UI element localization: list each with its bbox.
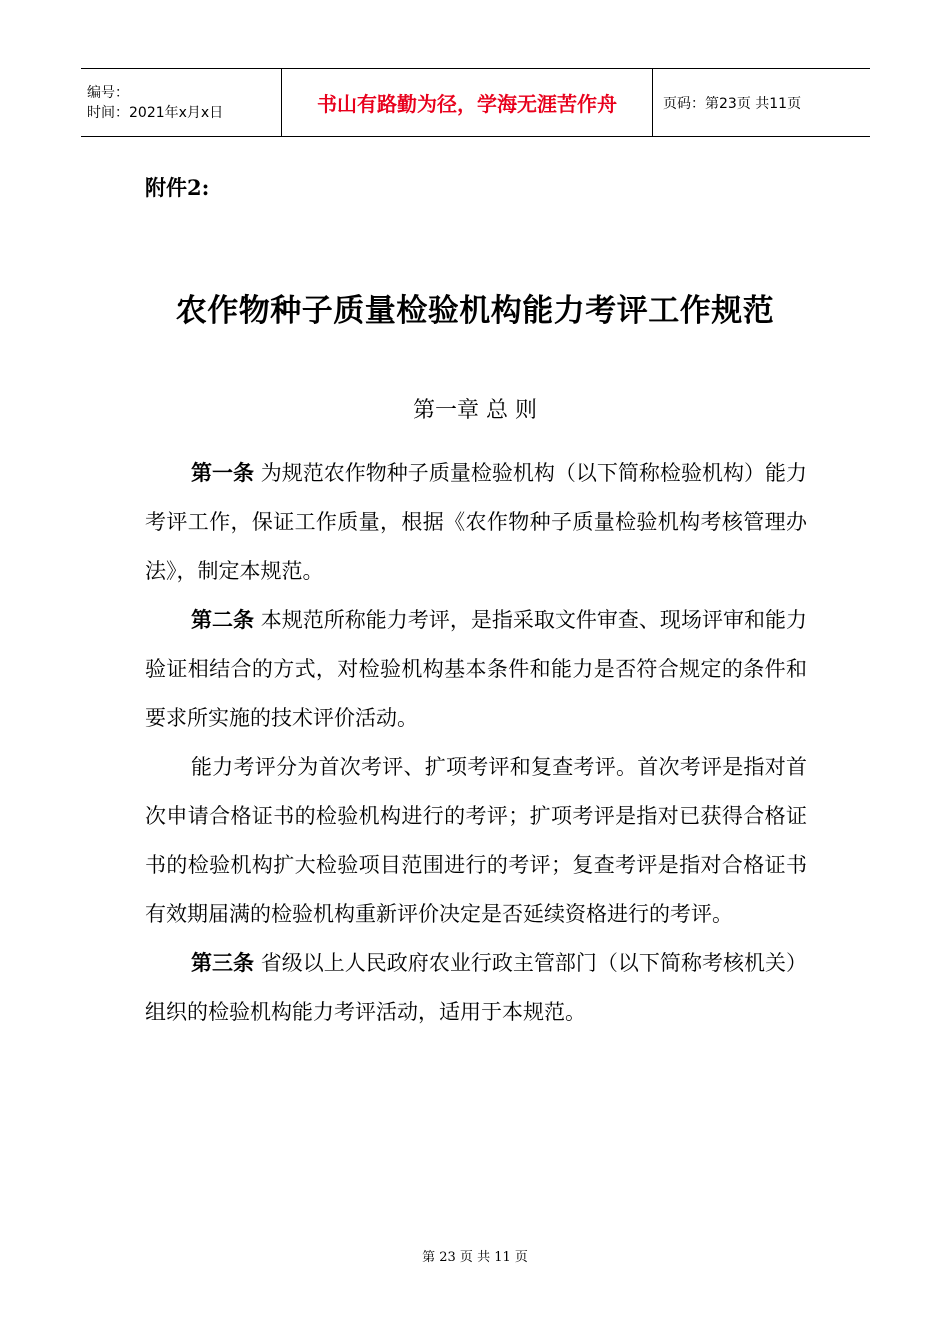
document-title: 农作物种子质量检验机构能力考评工作规范 [175,293,775,329]
article-paragraph [145,743,807,939]
header-meta [81,69,281,136]
article-text: 为规范农作物种子质量检验机构（以下简称检验机构）能力考评工作，保证工作质量，根据《农作物种子质量检验机构考核管理办法》，制定本规范。 [145,461,807,583]
chapter-title: 第一章 总 则 [413,398,537,423]
header-page-cell [653,69,870,136]
article-paragraph [145,939,807,1037]
page-footer: 第 23 页 共 11 页 [422,1250,528,1265]
header-page-info: 页码：第23页 共11页 [663,95,802,112]
header-time: 时间：2021年x月x日 [87,104,224,121]
article-text: 省级以上人民政府农业行政主管部门（以下简称考核机关）组织的检验机构能力考评活动，适用于本规范。 [145,951,807,1024]
article-text: 能力考评分为首次考评、扩项考评和复查考评。首次考评是指对首次申请合格证书的检验机构进行的考评；扩项考评是指对已获得合格证书的检验机构扩大检验项目范围进行的考评；复查考评是指对合格证书有效期届满的检验机构重新评价决定是否延续资格进行的考评。 [145,755,807,926]
article-number: 第一条 [191,461,255,485]
page-header [81,68,870,137]
article-number: 第三条 [191,951,255,975]
article-paragraph [145,449,807,596]
header-number: 编号： [87,84,129,101]
annex-label: 附件2: [145,175,210,200]
header-motto-cell [281,69,653,136]
document-body [145,449,807,1037]
article-text: 本规范所称能力考评，是指采取文件审查、现场评审和能力验证相结合的方式，对检验机构基本条件和能力是否符合规定的条件和要求所实施的技术评价活动。 [145,608,807,730]
header-motto: 书山有路勤为径，学海无涯苦作舟 [317,92,617,116]
article-paragraph [145,596,807,743]
article-number: 第二条 [191,608,255,632]
